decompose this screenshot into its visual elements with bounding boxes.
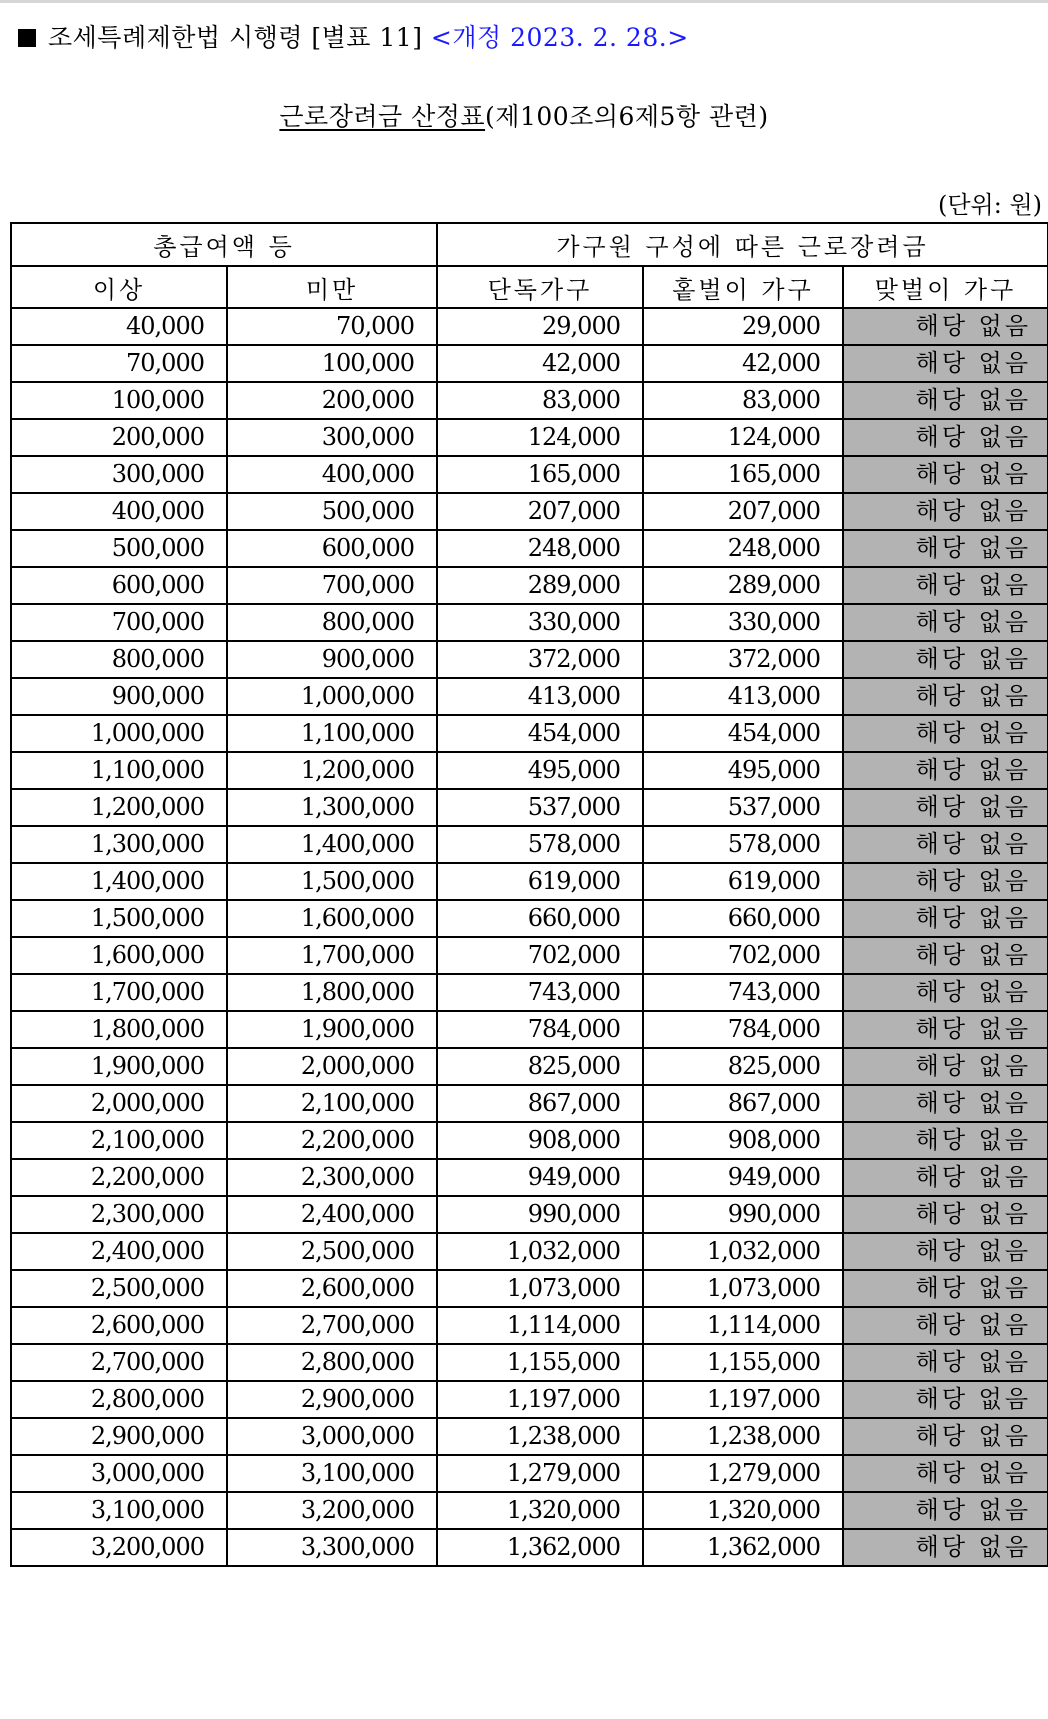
income-min-cell: 2,400,000 [11, 1233, 227, 1270]
income-max-cell: 200,000 [227, 382, 437, 419]
dual-earner-cell: 해당 없음 [843, 1011, 1048, 1048]
income-min-cell: 2,200,000 [11, 1159, 227, 1196]
income-max-cell: 1,400,000 [227, 826, 437, 863]
single-household-cell: 454,000 [437, 715, 643, 752]
income-max-cell: 2,700,000 [227, 1307, 437, 1344]
column-header-row [11, 266, 1048, 308]
dual-earner-cell: 해당 없음 [843, 567, 1048, 604]
dual-earner-cell: 해당 없음 [843, 604, 1048, 641]
single-household-cell: 413,000 [437, 678, 643, 715]
dual-earner-cell: 해당 없음 [843, 1159, 1048, 1196]
dual-earner-cell: 해당 없음 [843, 789, 1048, 826]
income-min-cell: 2,000,000 [11, 1085, 227, 1122]
income-max-cell: 1,800,000 [227, 974, 437, 1011]
table-row [11, 937, 1048, 974]
dual-earner-cell: 해당 없음 [843, 678, 1048, 715]
dual-earner-cell: 해당 없음 [843, 308, 1048, 345]
table-row [11, 456, 1048, 493]
dual-earner-cell: 해당 없음 [843, 530, 1048, 567]
table-row [11, 493, 1048, 530]
income-min-cell: 1,100,000 [11, 752, 227, 789]
dual-earner-cell: 해당 없음 [843, 974, 1048, 1011]
law-title: 조세특례제한법 시행령 [별표 11] [48, 23, 423, 52]
single-earner-cell: 29,000 [643, 308, 843, 345]
dual-earner-cell: 해당 없음 [843, 1270, 1048, 1307]
single-earner-cell: 83,000 [643, 382, 843, 419]
income-min-cell: 40,000 [11, 308, 227, 345]
income-max-cell: 2,300,000 [227, 1159, 437, 1196]
single-household-cell: 619,000 [437, 863, 643, 900]
dual-earner-cell: 해당 없음 [843, 1085, 1048, 1122]
single-earner-cell: 413,000 [643, 678, 843, 715]
dual-earner-cell: 해당 없음 [843, 1048, 1048, 1085]
single-household-cell: 29,000 [437, 308, 643, 345]
single-household-cell: 867,000 [437, 1085, 643, 1122]
income-min-cell: 900,000 [11, 678, 227, 715]
single-earner-cell: 1,279,000 [643, 1455, 843, 1492]
single-earner-cell: 495,000 [643, 752, 843, 789]
income-max-cell: 1,100,000 [227, 715, 437, 752]
single-earner-cell: 248,000 [643, 530, 843, 567]
top-divider [0, 0, 1048, 3]
table-row [11, 900, 1048, 937]
income-min-cell: 2,300,000 [11, 1196, 227, 1233]
column-header-min: 이상 [11, 266, 227, 308]
single-household-cell: 990,000 [437, 1196, 643, 1233]
income-min-cell: 200,000 [11, 419, 227, 456]
table-row [11, 308, 1048, 345]
table-row [11, 604, 1048, 641]
single-earner-cell: 867,000 [643, 1085, 843, 1122]
single-earner-cell: 124,000 [643, 419, 843, 456]
income-max-cell: 1,200,000 [227, 752, 437, 789]
dual-earner-cell: 해당 없음 [843, 1233, 1048, 1270]
table-row [11, 419, 1048, 456]
single-household-cell: 660,000 [437, 900, 643, 937]
dual-earner-cell: 해당 없음 [843, 1455, 1048, 1492]
table-row [11, 678, 1048, 715]
income-max-cell: 2,600,000 [227, 1270, 437, 1307]
table-title [0, 101, 1048, 133]
income-min-cell: 1,400,000 [11, 863, 227, 900]
single-earner-cell: 1,362,000 [643, 1529, 843, 1566]
income-max-cell: 70,000 [227, 308, 437, 345]
income-min-cell: 1,900,000 [11, 1048, 227, 1085]
income-max-cell: 2,800,000 [227, 1344, 437, 1381]
single-earner-cell: 908,000 [643, 1122, 843, 1159]
income-min-cell: 700,000 [11, 604, 227, 641]
single-earner-cell: 537,000 [643, 789, 843, 826]
single-household-cell: 784,000 [437, 1011, 643, 1048]
unit-label: (단위: 원) [938, 191, 1042, 219]
table-row [11, 1344, 1048, 1381]
single-household-cell: 330,000 [437, 604, 643, 641]
table-row [11, 1418, 1048, 1455]
dual-earner-cell: 해당 없음 [843, 863, 1048, 900]
single-earner-cell: 619,000 [643, 863, 843, 900]
single-earner-cell: 1,114,000 [643, 1307, 843, 1344]
dual-earner-cell: 해당 없음 [843, 493, 1048, 530]
table-row [11, 382, 1048, 419]
table-row [11, 1381, 1048, 1418]
dual-earner-cell: 해당 없음 [843, 752, 1048, 789]
income-max-cell: 2,100,000 [227, 1085, 437, 1122]
income-min-cell: 300,000 [11, 456, 227, 493]
table-row [11, 826, 1048, 863]
table-row [11, 1122, 1048, 1159]
income-min-cell: 3,100,000 [11, 1492, 227, 1529]
black-square-icon [18, 29, 36, 47]
table-row [11, 1196, 1048, 1233]
income-max-cell: 300,000 [227, 419, 437, 456]
income-min-cell: 1,600,000 [11, 937, 227, 974]
income-max-cell: 1,500,000 [227, 863, 437, 900]
table-row [11, 1455, 1048, 1492]
income-max-cell: 2,000,000 [227, 1048, 437, 1085]
dual-earner-cell: 해당 없음 [843, 1122, 1048, 1159]
income-min-cell: 800,000 [11, 641, 227, 678]
single-household-cell: 495,000 [437, 752, 643, 789]
income-min-cell: 100,000 [11, 382, 227, 419]
single-household-cell: 1,197,000 [437, 1381, 643, 1418]
single-earner-cell: 990,000 [643, 1196, 843, 1233]
table-row [11, 752, 1048, 789]
single-household-cell: 83,000 [437, 382, 643, 419]
amendment-date-link[interactable]: <개정 2023. 2. 28.> [430, 23, 689, 52]
table-row [11, 1529, 1048, 1566]
table-body [11, 308, 1048, 1566]
single-earner-cell: 42,000 [643, 345, 843, 382]
single-earner-cell: 578,000 [643, 826, 843, 863]
table-row [11, 974, 1048, 1011]
table-row [11, 345, 1048, 382]
column-header-single-earner: 홑벌이 가구 [643, 266, 843, 308]
income-max-cell: 500,000 [227, 493, 437, 530]
single-earner-cell: 1,155,000 [643, 1344, 843, 1381]
single-earner-cell: 1,073,000 [643, 1270, 843, 1307]
single-earner-cell: 1,320,000 [643, 1492, 843, 1529]
income-min-cell: 600,000 [11, 567, 227, 604]
income-max-cell: 800,000 [227, 604, 437, 641]
column-header-dual-earner: 맞벌이 가구 [843, 266, 1048, 308]
single-household-cell: 578,000 [437, 826, 643, 863]
single-household-cell: 702,000 [437, 937, 643, 974]
income-min-cell: 1,500,000 [11, 900, 227, 937]
income-max-cell: 1,300,000 [227, 789, 437, 826]
table-row [11, 1270, 1048, 1307]
dual-earner-cell: 해당 없음 [843, 382, 1048, 419]
single-household-cell: 165,000 [437, 456, 643, 493]
single-household-cell: 289,000 [437, 567, 643, 604]
single-household-cell: 248,000 [437, 530, 643, 567]
dual-earner-cell: 해당 없음 [843, 826, 1048, 863]
income-min-cell: 2,100,000 [11, 1122, 227, 1159]
single-household-cell: 825,000 [437, 1048, 643, 1085]
table-row [11, 715, 1048, 752]
table-row [11, 530, 1048, 567]
table-title-suffix: (제100조의6제5항 관련) [485, 102, 769, 131]
income-min-cell: 70,000 [11, 345, 227, 382]
column-header-single: 단독가구 [437, 266, 643, 308]
income-max-cell: 1,600,000 [227, 900, 437, 937]
income-max-cell: 2,500,000 [227, 1233, 437, 1270]
income-max-cell: 400,000 [227, 456, 437, 493]
single-household-cell: 1,155,000 [437, 1344, 643, 1381]
column-header-max: 미만 [227, 266, 437, 308]
single-household-cell: 908,000 [437, 1122, 643, 1159]
income-max-cell: 2,900,000 [227, 1381, 437, 1418]
dual-earner-cell: 해당 없음 [843, 1344, 1048, 1381]
dual-earner-cell: 해당 없음 [843, 419, 1048, 456]
single-household-cell: 372,000 [437, 641, 643, 678]
group-header-row [11, 223, 1048, 266]
dual-earner-cell: 해당 없음 [843, 641, 1048, 678]
table-row [11, 1233, 1048, 1270]
single-household-cell: 949,000 [437, 1159, 643, 1196]
income-min-cell: 2,700,000 [11, 1344, 227, 1381]
income-min-cell: 2,900,000 [11, 1418, 227, 1455]
group-header-credit: 가구원 구성에 따른 근로장려금 [437, 223, 1048, 266]
table-row [11, 863, 1048, 900]
table-row [11, 641, 1048, 678]
table-row [11, 1048, 1048, 1085]
table-row [11, 567, 1048, 604]
income-max-cell: 1,000,000 [227, 678, 437, 715]
income-min-cell: 500,000 [11, 530, 227, 567]
income-min-cell: 2,500,000 [11, 1270, 227, 1307]
income-max-cell: 3,000,000 [227, 1418, 437, 1455]
earned-income-credit-table [10, 222, 1048, 1567]
income-max-cell: 900,000 [227, 641, 437, 678]
single-earner-cell: 372,000 [643, 641, 843, 678]
single-household-cell: 1,073,000 [437, 1270, 643, 1307]
income-max-cell: 1,700,000 [227, 937, 437, 974]
income-min-cell: 1,300,000 [11, 826, 227, 863]
income-max-cell: 2,200,000 [227, 1122, 437, 1159]
income-max-cell: 100,000 [227, 345, 437, 382]
single-household-cell: 42,000 [437, 345, 643, 382]
dual-earner-cell: 해당 없음 [843, 1492, 1048, 1529]
single-household-cell: 1,320,000 [437, 1492, 643, 1529]
income-max-cell: 600,000 [227, 530, 437, 567]
income-max-cell: 1,900,000 [227, 1011, 437, 1048]
dual-earner-cell: 해당 없음 [843, 1418, 1048, 1455]
dual-earner-cell: 해당 없음 [843, 900, 1048, 937]
table-row [11, 1011, 1048, 1048]
single-earner-cell: 1,238,000 [643, 1418, 843, 1455]
income-min-cell: 1,800,000 [11, 1011, 227, 1048]
income-max-cell: 3,300,000 [227, 1529, 437, 1566]
income-min-cell: 3,000,000 [11, 1455, 227, 1492]
dual-earner-cell: 해당 없음 [843, 456, 1048, 493]
single-earner-cell: 825,000 [643, 1048, 843, 1085]
dual-earner-cell: 해당 없음 [843, 1381, 1048, 1418]
table-row [11, 1159, 1048, 1196]
dual-earner-cell: 해당 없음 [843, 345, 1048, 382]
table-row [11, 1492, 1048, 1529]
income-max-cell: 700,000 [227, 567, 437, 604]
single-household-cell: 124,000 [437, 419, 643, 456]
single-earner-cell: 1,032,000 [643, 1233, 843, 1270]
income-min-cell: 2,600,000 [11, 1307, 227, 1344]
dual-earner-cell: 해당 없음 [843, 1196, 1048, 1233]
income-min-cell: 1,000,000 [11, 715, 227, 752]
table-title-main: 근로장려금 산정표 [279, 102, 486, 131]
single-earner-cell: 1,197,000 [643, 1381, 843, 1418]
income-min-cell: 1,700,000 [11, 974, 227, 1011]
dual-earner-cell: 해당 없음 [843, 1529, 1048, 1566]
single-household-cell: 207,000 [437, 493, 643, 530]
table-row [11, 1085, 1048, 1122]
single-earner-cell: 289,000 [643, 567, 843, 604]
single-earner-cell: 949,000 [643, 1159, 843, 1196]
single-household-cell: 1,362,000 [437, 1529, 643, 1566]
table-row [11, 1307, 1048, 1344]
single-household-cell: 1,114,000 [437, 1307, 643, 1344]
income-min-cell: 3,200,000 [11, 1529, 227, 1566]
income-max-cell: 2,400,000 [227, 1196, 437, 1233]
income-min-cell: 1,200,000 [11, 789, 227, 826]
income-max-cell: 3,100,000 [227, 1455, 437, 1492]
dual-earner-cell: 해당 없음 [843, 715, 1048, 752]
single-earner-cell: 207,000 [643, 493, 843, 530]
single-household-cell: 743,000 [437, 974, 643, 1011]
single-household-cell: 537,000 [437, 789, 643, 826]
single-earner-cell: 330,000 [643, 604, 843, 641]
table-row [11, 789, 1048, 826]
income-min-cell: 2,800,000 [11, 1381, 227, 1418]
dual-earner-cell: 해당 없음 [843, 1307, 1048, 1344]
dual-earner-cell: 해당 없음 [843, 937, 1048, 974]
single-earner-cell: 660,000 [643, 900, 843, 937]
single-earner-cell: 784,000 [643, 1011, 843, 1048]
single-household-cell: 1,279,000 [437, 1455, 643, 1492]
income-min-cell: 400,000 [11, 493, 227, 530]
income-max-cell: 3,200,000 [227, 1492, 437, 1529]
single-earner-cell: 454,000 [643, 715, 843, 752]
law-heading [18, 22, 689, 54]
single-household-cell: 1,238,000 [437, 1418, 643, 1455]
single-earner-cell: 743,000 [643, 974, 843, 1011]
group-header-income: 총급여액 등 [11, 223, 437, 266]
single-earner-cell: 702,000 [643, 937, 843, 974]
single-household-cell: 1,032,000 [437, 1233, 643, 1270]
single-earner-cell: 165,000 [643, 456, 843, 493]
